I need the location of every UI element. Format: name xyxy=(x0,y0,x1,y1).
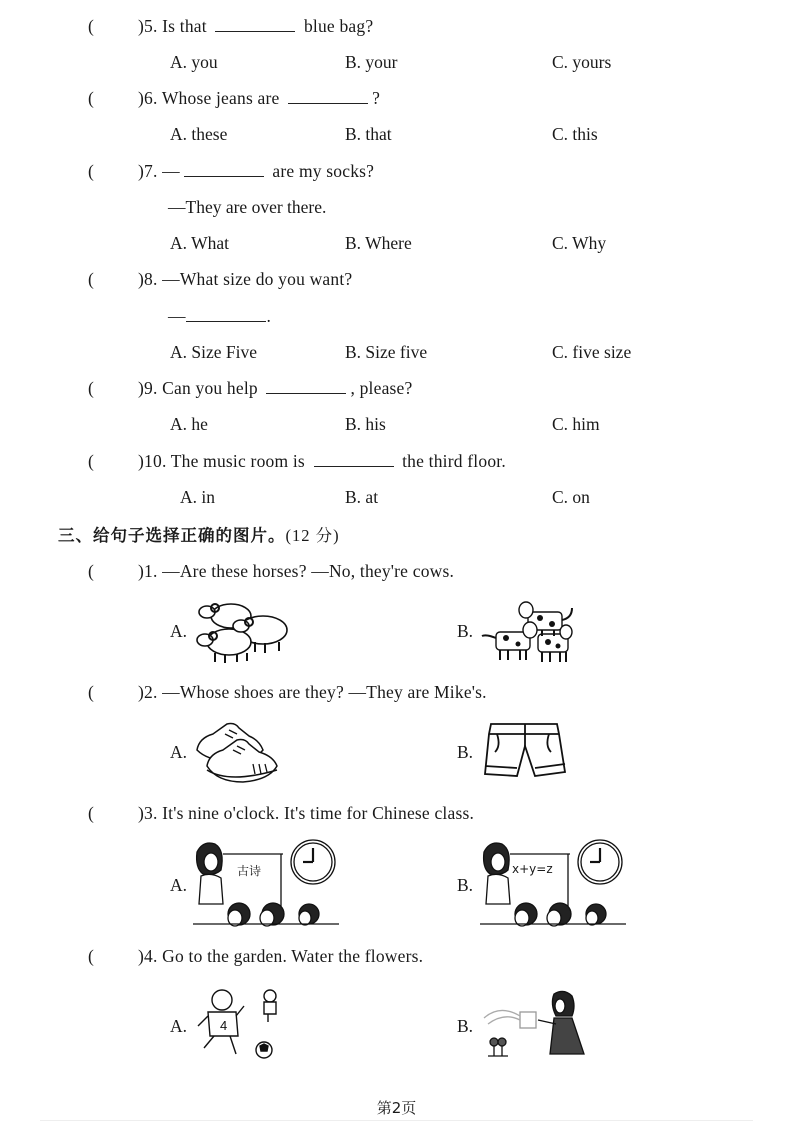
dialogue-response: —They are over there. xyxy=(168,197,327,217)
girl-watering-flowers-image[interactable] xyxy=(480,990,590,1065)
answer-blank xyxy=(184,162,264,177)
dialogue-response: — . xyxy=(168,306,271,326)
classroom-math-image[interactable] xyxy=(480,840,626,930)
answer-paren[interactable]: ( xyxy=(88,561,95,581)
option-a: A. in xyxy=(180,487,215,507)
option-a: A. these xyxy=(170,124,228,144)
boys-playing-football-image[interactable] xyxy=(196,988,280,1065)
answer-paren[interactable]: ( xyxy=(88,88,95,108)
option-b: B. your xyxy=(345,52,398,72)
answer-paren[interactable]: ( xyxy=(88,269,95,289)
option-c: C. five size xyxy=(552,342,632,362)
picture-option-b-label: B. xyxy=(457,875,474,895)
answer-paren[interactable]: ( xyxy=(88,16,95,36)
sheep-image[interactable] xyxy=(193,598,295,669)
option-b: B. at xyxy=(345,487,379,507)
answer-paren[interactable]: ( xyxy=(88,682,95,702)
sneakers-image[interactable] xyxy=(193,720,279,791)
option-c: C. him xyxy=(552,414,600,434)
blackboard-text: x+y=z xyxy=(512,862,553,876)
option-a: A. What xyxy=(170,233,229,253)
answer-paren[interactable]: ( xyxy=(88,946,95,966)
option-c: C. on xyxy=(552,487,590,507)
answer-paren[interactable]: ( xyxy=(88,161,95,181)
picture-option-b-label: B. xyxy=(457,621,474,641)
option-b: B. that xyxy=(345,124,392,144)
answer-blank xyxy=(186,307,266,322)
footer-divider xyxy=(40,1120,753,1121)
blackboard-text: 古诗 xyxy=(237,864,262,878)
svg-text:4: 4 xyxy=(220,1018,228,1033)
option-a: A. you xyxy=(170,52,218,72)
cows-image[interactable] xyxy=(480,598,576,671)
picture-option-b-label: B. xyxy=(457,742,474,762)
answer-blank xyxy=(215,17,295,32)
picture-option-a-label: A. xyxy=(170,1016,188,1036)
option-c: C. this xyxy=(552,124,598,144)
page-number: 第2页 xyxy=(376,1099,417,1117)
answer-blank xyxy=(288,89,368,104)
option-a: A. he xyxy=(170,414,208,434)
option-a: A. Size Five xyxy=(170,342,258,362)
option-c: C. yours xyxy=(552,52,612,72)
answer-blank xyxy=(266,379,346,394)
answer-paren[interactable]: ( xyxy=(88,378,95,398)
classroom-chinese-image[interactable] xyxy=(193,840,339,930)
option-b: B. Where xyxy=(345,233,412,253)
option-b: B. his xyxy=(345,414,386,434)
option-c: C. Why xyxy=(552,233,607,253)
option-b: B. Size five xyxy=(345,342,428,362)
answer-blank xyxy=(314,452,394,467)
answer-paren[interactable]: ( xyxy=(88,803,95,823)
picture-option-a-label: A. xyxy=(170,875,188,895)
section-heading: 三、给句子选择正确的图片。(12 分) xyxy=(58,526,340,545)
picture-option-a-label: A. xyxy=(170,742,188,762)
answer-paren[interactable]: ( xyxy=(88,451,95,471)
shorts-image[interactable] xyxy=(481,722,565,787)
picture-option-a-label: A. xyxy=(170,621,188,641)
picture-option-b-label: B. xyxy=(457,1016,474,1036)
